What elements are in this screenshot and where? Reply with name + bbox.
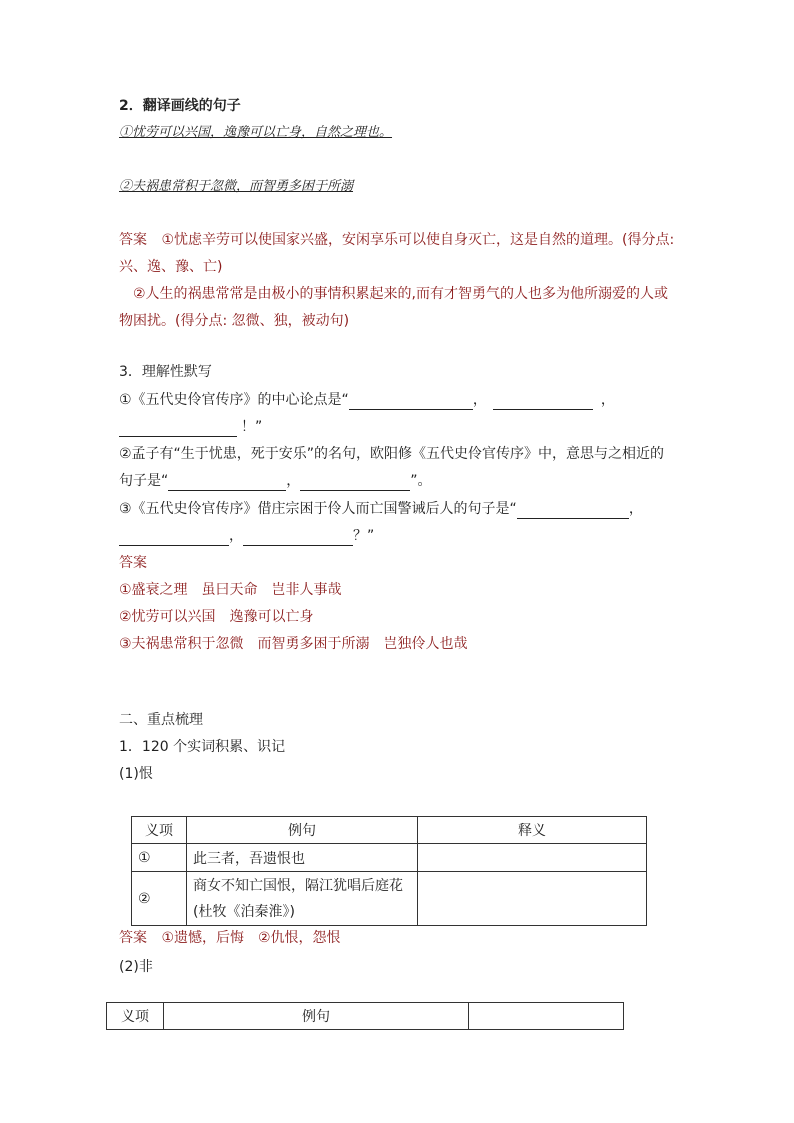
punct: ！” — [241, 419, 263, 435]
vocab-subheading: 1．120 个实词积累、识记 — [119, 739, 286, 755]
fill-q2-text: 句子是“ — [119, 473, 169, 489]
answer-2-line-3: ②人生的祸患常常是由极小的事情积累起来的,而有才智勇气的人也多为他所溺爱的人或 — [133, 286, 668, 302]
punct: ”。 — [410, 473, 432, 489]
punct: ， — [472, 392, 487, 408]
col-header-example: 例句 — [164, 1003, 469, 1030]
col-header-definition — [469, 1003, 624, 1030]
vocab-item-fei: (2)非 — [119, 959, 153, 975]
example-line: 商女不知亡国恨，隔江犹唱后庭花 — [193, 877, 403, 894]
example-source: (杜牧《泊秦淮》) — [193, 903, 295, 920]
fill-q3-line-1 — [119, 499, 643, 519]
col-header-meaning-item: 义项 — [132, 817, 187, 844]
blank[interactable] — [168, 476, 286, 491]
answer-label: 答案 — [119, 930, 147, 946]
punct: ， — [628, 501, 643, 517]
definition-cell[interactable] — [418, 844, 647, 872]
col-header-meaning-item: 义项 — [107, 1003, 164, 1030]
answer-3-1: ①盛衰之理 虽曰天命 岂非人事哉 — [119, 582, 342, 598]
blank[interactable] — [243, 531, 353, 546]
answer-label: 答案 — [119, 232, 147, 248]
fill-q1-line-1 — [119, 390, 615, 410]
sentence-2: ②夫祸患常积于忽微，而智勇多困于所溺 — [119, 179, 354, 194]
fill-q2-line-1: ②孟子有“生于忧患，死于安乐”的名句，欧阳修《五代史伶官传序》中，意思与之相近的 — [119, 446, 665, 462]
vocab-table-fei — [106, 1002, 624, 1030]
answer-4-text: ①遗憾，后悔 ②仇恨，怨恨 — [161, 930, 341, 946]
answer-3-2: ②忧劳可以兴国 逸豫可以亡身 — [119, 609, 314, 625]
punct: ， — [600, 392, 615, 408]
sentence-1: ①忧劳可以兴国，逸豫可以亡身，自然之理也。 — [119, 125, 393, 140]
definition-cell[interactable] — [418, 872, 647, 926]
col-header-definition: 释义 — [418, 817, 647, 844]
punct: ？” — [353, 528, 375, 544]
answer-4-line — [119, 928, 341, 948]
fill-q1-text: ①《五代史伶官传序》的中心论点是“ — [119, 392, 349, 408]
answer-2-line-4: 物困扰。(得分点: 忽微、独，被动句) — [119, 313, 350, 329]
blank[interactable] — [349, 395, 473, 410]
table-row — [132, 844, 647, 872]
table-row — [132, 872, 647, 926]
example-cell — [187, 872, 418, 926]
row-number: ① — [132, 844, 187, 872]
section-3-heading: 3．理解性默写 — [119, 364, 212, 380]
answer-3-3: ③夫祸患常积于忽微 而智勇多困于所溺 岂独伶人也哉 — [119, 636, 468, 652]
fill-q1-line-2 — [119, 417, 262, 437]
punct: ， — [229, 528, 243, 544]
col-header-example: 例句 — [187, 817, 418, 844]
blank[interactable] — [493, 395, 593, 410]
fill-q3-line-2 — [119, 526, 374, 546]
blank[interactable] — [119, 422, 237, 437]
answer-3-label: 答案 — [119, 555, 147, 571]
answer-2-text: ①忧虑辛劳可以使国家兴盛，安闲享乐可以使自身灭亡，这是自然的道理。(得分点: — [161, 232, 675, 248]
fill-q2-line-2 — [119, 471, 432, 491]
blank[interactable] — [119, 531, 229, 546]
vocab-table-hen — [131, 816, 647, 926]
blank[interactable] — [517, 504, 629, 519]
punct: ， — [286, 473, 301, 489]
example-cell: 此三者，吾遗恨也 — [187, 844, 418, 872]
section-review-heading: 二、重点梳理 — [119, 712, 203, 728]
row-number: ② — [132, 872, 187, 926]
blank[interactable] — [300, 476, 410, 491]
answer-2-line-2: 兴、逸、豫、亡) — [119, 259, 223, 275]
fill-q3-text: ③《五代史伶官传序》借庄宗困于伶人而亡国警诫后人的句子是“ — [119, 501, 517, 517]
section-2-heading: 2．翻译画线的句子 — [119, 98, 241, 114]
vocab-item-hen: (1)恨 — [119, 766, 153, 782]
answer-2-line-1 — [119, 230, 674, 250]
